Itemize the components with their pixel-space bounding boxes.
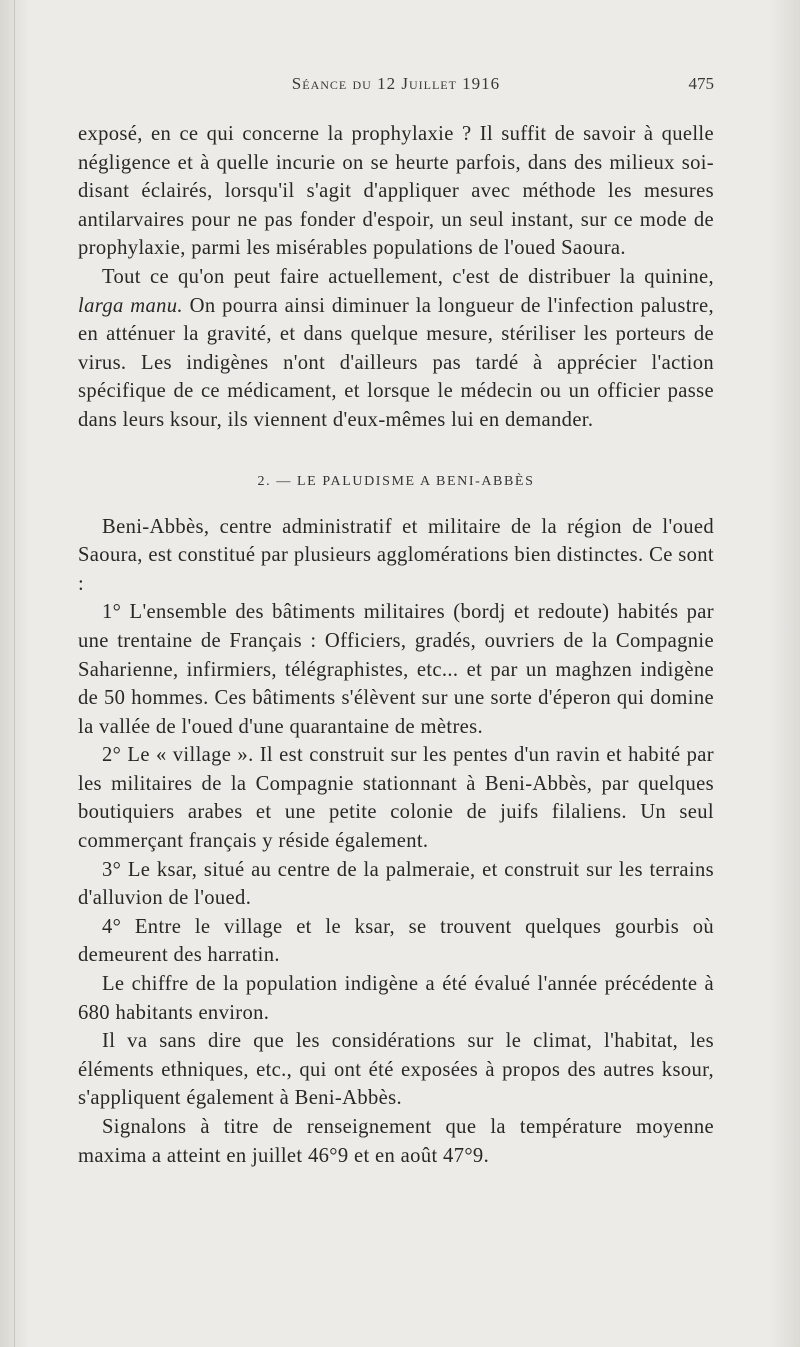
body-text — [78, 120, 714, 1170]
paragraph-item-4: 4° Entre le village et le ksar, se trouvent quelques gourbis où demeurent des harratin. — [78, 915, 714, 967]
paragraph-quinine-end: On pourra ainsi diminuer la longueur de l'infection palustre, en atténuer la gravité, et dans quelque mesure, stériliser les porteurs de virus. Les indigènes n'ont d'ailleurs pas tardé à apprécier l'action spécifique de ce médicament, et lorsque le médecin ou un officier passe dans leurs ksour, ils viennent d'eux-mêmes lui en demander. — [78, 294, 714, 431]
section-heading: 2. — LE PALUDISME A BENI-ABBÈS — [257, 473, 535, 489]
paragraph-continuation: exposé, en ce qui concerne la prophylaxie ? Il suffit de savoir à quelle négligence et à quelle incurie on se heurte parfois, dans des milieux soi-disant éclairés, lorsqu'il s'agit d'appliquer avec méthode les mesures antilarvaires pour ne pas fonder d'espoir, un seul instant, sur ce mode de prophylaxie, parmi les misérables populations de l'oued Saoura. — [78, 123, 714, 260]
page-number: 475 — [688, 74, 714, 93]
page-edge-line — [14, 0, 15, 1347]
paragraph-quinine-start: Tout ce qu'on peut faire actuellement, c'est de distribuer la quinine, — [102, 265, 714, 288]
running-head: Séance du 12 Juillet 1916 — [291, 74, 501, 93]
paragraph-item-1: 1° L'ensemble des bâtiments militaires (bordj et redoute) habités par une trentaine de Français : Officiers, gradés, ouvriers de la Compagnie Saharienne, infirmiers, télégraphistes, etc... et par un maghzen indigène de 50 hommes. Ces bâtiments s'élèvent sur une sorte d'éperon qui domine la vallée de l'oued d'une quarantaine de mètres. — [78, 601, 714, 738]
paragraph-item-3: 3° Le ksar, situé au centre de la palmeraie, et construit sur les terrains d'alluvion de l'oued. — [78, 858, 714, 910]
page-header — [78, 74, 714, 104]
paragraph-considerations: Il va sans dire que les considérations sur le climat, l'habitat, les éléments ethniques, etc., qui ont été exposées à propos des autres ksour, s'appliquent également à Beni-Abbès. — [78, 1030, 714, 1110]
paragraph-temperature: Signalons à titre de renseignement que la température moyenne maxima a atteint en juillet 46°9 et en août 47°9. — [78, 1116, 714, 1167]
paragraph-population: Le chiffre de la population indigène a été évalué l'année précédente à 680 habitants environ. — [78, 973, 714, 1024]
paragraph-quinine — [78, 263, 714, 435]
latin-phrase: larga manu. — [78, 294, 183, 317]
paragraph-item-2: 2° Le « village ». Il est construit sur les pentes d'un ravin et habité par les militaires de la Compagnie stationnant à Beni-Abbès, par quelques boutiquiers arabes et une petite colonie de juifs filaliens. Un seul commerçant français y réside également. — [78, 744, 714, 853]
paragraph-beni-abbes: Beni-Abbès, centre administratif et militaire de la région de l'oued Saoura, est constitué par plusieurs agglomérations bien distinctes. Ce sont : — [78, 515, 714, 595]
